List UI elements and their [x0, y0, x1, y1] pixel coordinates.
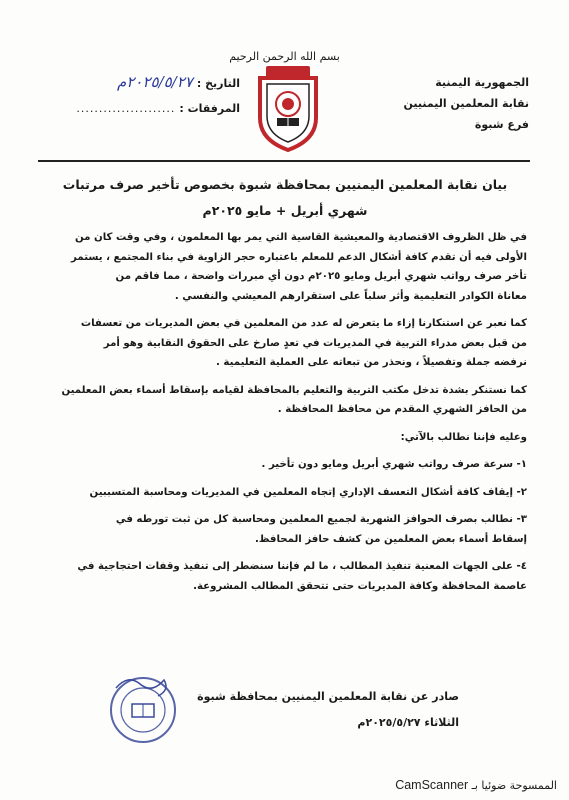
- text-line: عاصمة المحافظة وكافة المديريات حتى تتحقق المطالب المشروعة.: [193, 580, 527, 592]
- demand-item-4: [42, 557, 527, 596]
- statement-body: [42, 228, 527, 604]
- text-line: إسقاط أسماء بعض المعلمين من كشف حافز المحافظ.: [255, 533, 527, 545]
- date-row: [30, 70, 240, 96]
- text-line: ٤- على الجهات المعنية تنفيذ المطالب ، ما لم فإننا سنضطر إلى تنفيذ وقفات احتجاجية في: [77, 561, 527, 572]
- union-logo: [250, 58, 326, 156]
- text-line: في ظل الظروف الاقتصادية والمعيشية القاسية التي يمر بها المعلمون ، وفي وقت كان من: [75, 232, 527, 243]
- demands-intro: وعليه فإننا نطالب بالآتي:: [400, 431, 527, 443]
- official-stamp: [108, 668, 178, 750]
- text-line: معاناة الكوادر التعليمية وأثر سلباً على استقرارهم المعيشي والنفسي .: [174, 290, 527, 302]
- org-line-union: نقابة المعلمين اليمنيين: [403, 97, 529, 110]
- signature-block: [199, 684, 459, 736]
- text-line: كما نستنكر بشدة تدخل مكتب التربية والتعليم بالمحافظة لقيامه بإسقاط أسماء بعض المعلمين: [61, 384, 527, 396]
- text-line: من الحافز الشهري المقدم من محافظ المحافظة .: [277, 404, 527, 415]
- header-divider: [38, 160, 530, 162]
- text-line: نرفضه جملة وتفصيلاً ، ونحذر من تبعاته على العملية التعليمية .: [215, 357, 527, 368]
- attachments-label: المرفقات :: [179, 102, 240, 115]
- attachments-value: ......................: [76, 102, 176, 115]
- paragraph-3: [42, 381, 527, 420]
- title-line-2: شهري أبريل + مايو ٢٠٢٥م: [202, 203, 368, 218]
- paragraph-2: [42, 314, 527, 373]
- demands-list: [42, 455, 527, 596]
- paragraph-1: [42, 228, 527, 306]
- org-line-branch: فرع شبوة: [474, 118, 529, 131]
- text-line: من قبل بعض مدراء التربية في المديريات في تعدٍ صارخ على الحقوق النقابية وهو أمر: [103, 337, 527, 349]
- text-line: كما نعبر عن استنكارنا إزاء ما يتعرض له عدد من المعلمين في بعض المديريات من تعسفات: [80, 318, 527, 329]
- issue-date-line: الثلاثاء ٢٠٢٥/٥/٢٧م: [357, 716, 459, 729]
- issuer-line: صادر عن نقابة المعلمين اليمنيين بمحافظة شبوة: [197, 690, 459, 703]
- basmala: بسم الله الرحمن الرحيم: [229, 50, 340, 63]
- statement-title: [40, 172, 530, 224]
- scanned-label: الممسوحة ضوئيا بـ: [471, 779, 557, 792]
- text-line: الأولى فيه أن تقدم كافة أشكال الدعم للمعلم باعتباره حجر الزاوية في بناء المجتمع ، يستمر: [71, 251, 527, 263]
- logo-emblem-core: [282, 98, 294, 110]
- scanner-footer: [395, 778, 557, 792]
- title-line-1: بيان نقابة المعلمين اليمنيين بمحافظة شبوة بخصوص تأخير صرف مرتبات: [62, 177, 508, 192]
- date-value-handwritten: ٢٠٢٥/٥/٢٧م: [117, 73, 193, 91]
- demand-item-3: [42, 510, 527, 549]
- scanner-app-name: CamScanner: [395, 778, 469, 792]
- demand-item-2: [42, 483, 527, 503]
- text-line: تأخر صرف رواتب شهري أبريل ومايو ٢٠٢٥م دون أي مبررات واضحة ، مما فاقم من: [115, 271, 527, 282]
- date-label: التاريخ :: [196, 77, 240, 90]
- demand-item-1: [42, 455, 527, 475]
- reference-block: [30, 70, 240, 121]
- text-line: ٣- نطالب بصرف الحوافز الشهرية لجميع المعلمين ومحاسبة كل من ثبت تورطه في: [115, 514, 527, 525]
- org-line-country: الجمهورية اليمنية: [435, 76, 529, 89]
- text-line: ١- سرعة صرف رواتب شهري أبريل ومايو دون تأخير .: [261, 459, 527, 470]
- text-line: ٢- إيقاف كافة أشكال التعسف الإداري إتجاه المعلمين في المديريات ومحاسبة المتسببين: [89, 486, 527, 498]
- attachments-row: [30, 96, 240, 121]
- organization-header: [379, 72, 529, 135]
